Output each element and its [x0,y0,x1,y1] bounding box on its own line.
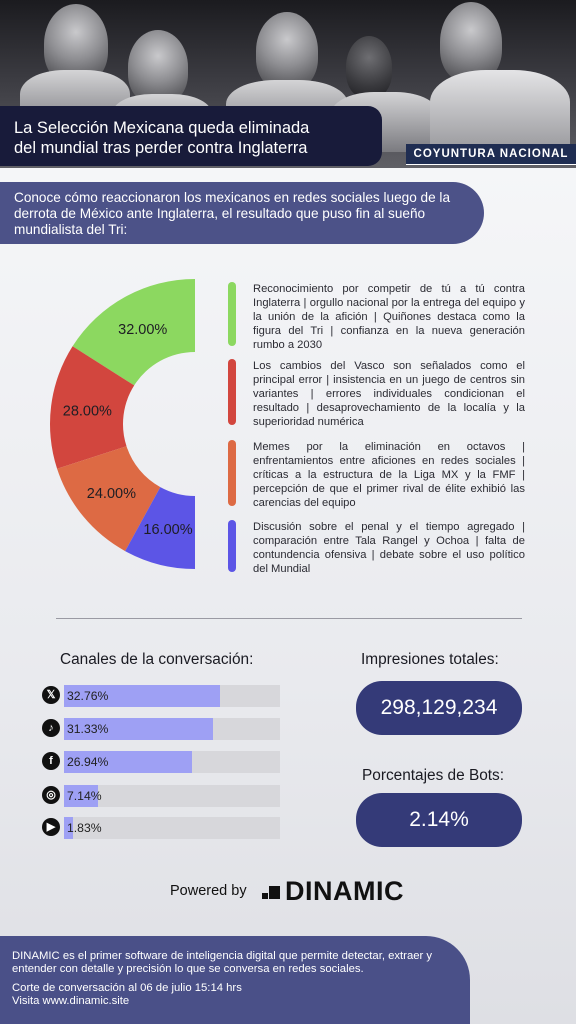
topic-item-3 [228,440,528,510]
channel-track [64,751,280,773]
bots-value: 2.14% [356,793,522,847]
channel-value-label: 31.33% [67,722,109,736]
topic-text: Reconocimiento por competir de tú a tú contra Inglaterra | orgullo nacional por la entrega del equipo y la unión de la afición | Quiñones destaca como la figura del Tri | confianza en la nueva generación rumbo a 2030 [253,283,525,351]
donut-value-label: 16.00% [143,522,193,539]
topic-item-4 [228,520,528,576]
channel-value-label: 1.83% [67,821,102,835]
page-title [0,106,382,166]
channel-track [64,817,280,839]
footer-description: DINAMIC es el primer software de inteligencia digital que permite detectar, extraer y entender con detalle y precisión lo que se conversa en redes sociales. [12,950,433,975]
section-tag: COYUNTURA NACIONAL [406,144,576,165]
topic-item-2 [228,359,528,429]
topic-text: Memes por la eliminación en octavos | enfrentamientos entre aficiones en redes sociales | críticas a la estructura de la Liga MX y la FMF | percepción de que el primer rival de élite exhibió las carencias del equipo [253,441,525,509]
instagram-icon: ◎ [42,786,60,804]
channel-track [64,718,280,740]
youtube-icon: ▶ [42,818,60,836]
channel-value-label: 26.94% [67,755,109,769]
channel-value-label: 7.14% [67,789,102,803]
title-line-1: La Selección Mexicana queda eliminada [14,119,310,137]
topic-text: Los cambios del Vasco son señalados como el principal error | insistencia en un juego de centros sin variantes | errores individuales condicionan el resultado | desaprovechamiento de la localía y la superioridad numérica [253,360,525,428]
topic-color-marker [228,520,236,572]
channels-title: Canales de la conversación: [60,651,254,668]
footer [0,936,470,1024]
channel-track [64,685,280,707]
footer-link[interactable]: Visita www.dinamic.site [12,995,130,1007]
x-icon: 𝕏 [42,686,60,704]
donut-value-label: 24.00% [86,486,136,503]
powered-by-label: Powered by [170,883,247,899]
impressions-value: 298,129,234 [356,681,522,735]
topic-text: Discusión sobre el penal y el tiempo agregado | comparación entre Tala Rangel y Ochoa | falta de contundencia ofensiva | debate sobre el uso político del Mundial [253,521,525,575]
channel-track [64,785,280,807]
topic-item-1 [228,282,528,352]
channel-value-label: 32.76% [67,689,109,703]
tiktok-icon: ♪ [42,719,60,737]
topic-color-marker [228,440,236,506]
donut-value-label: 28.00% [62,403,112,420]
topics-donut-chart [40,272,210,582]
dinamic-logo-icon [262,886,280,900]
intro-text: Conoce cómo reaccionaron los mexicanos en redes sociales luego de la derrota de México ante Inglaterra, el resultado que puso fin al sueño mundialista del Tri: [14,190,451,237]
topic-color-marker [228,282,236,346]
topic-color-marker [228,359,236,425]
donut-value-label: 32.00% [118,321,168,338]
divider [56,618,522,619]
impressions-label: Impresiones totales: [361,651,499,668]
bots-label: Porcentajes de Bots: [362,767,505,784]
facebook-icon: f [42,752,60,770]
dinamic-logo-text: DINAMIC [285,876,404,906]
powered-by [170,876,440,906]
footer-cutoff: Corte de conversación al 06 de julio 15:14 hrs [12,982,242,994]
intro-banner [0,182,484,244]
title-line-2: del mundial tras perder contra Inglaterra [14,139,308,157]
